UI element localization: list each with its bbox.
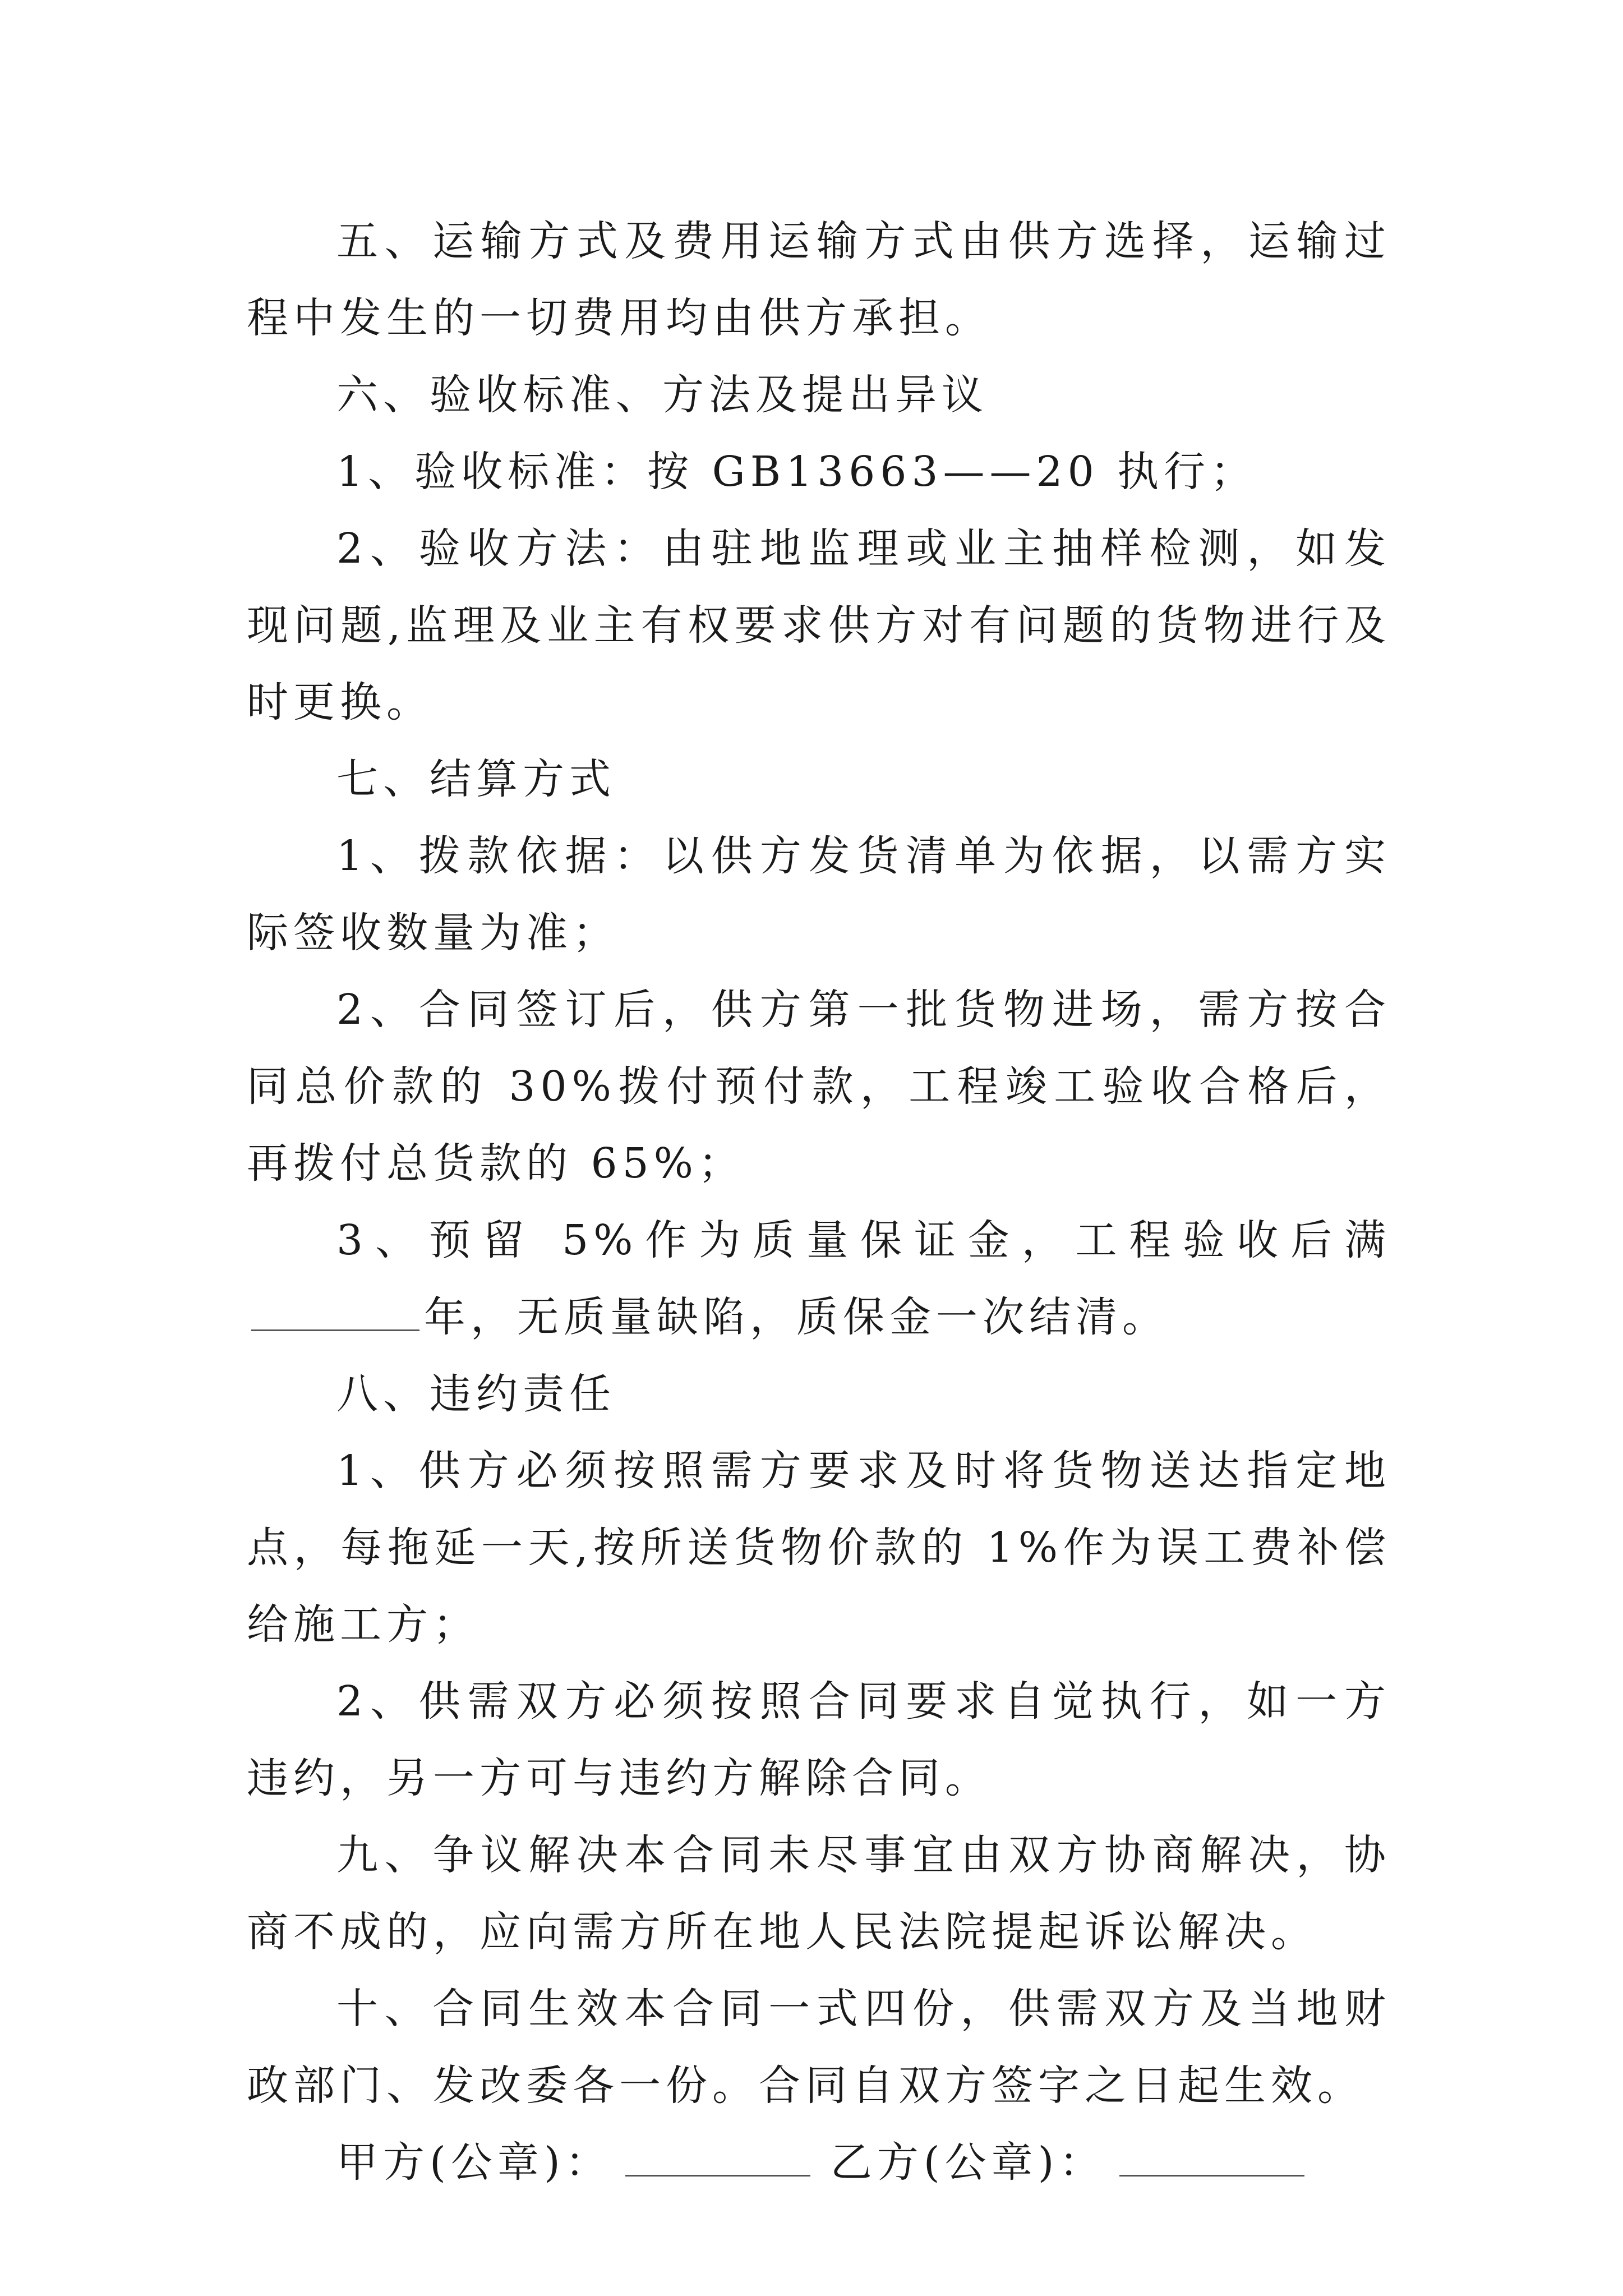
years-blank-field[interactable]	[251, 1296, 419, 1331]
retention-text-before: 3、预留 5%作为质量保证金，工程验收后满	[336, 1216, 1391, 1264]
clause-breach-heading: 八、违约责任	[336, 1370, 616, 1418]
clause-settlement-retention	[247, 1202, 1391, 1356]
clause-breach-termination: 2、供需双方必须按照合同要求自觉执行，如一方违约，另一方可与违约方解除合同。	[247, 1677, 1391, 1802]
party-b-signature-field[interactable]	[1119, 2141, 1304, 2177]
contract-body	[247, 203, 1391, 2201]
signature-line	[247, 2124, 1391, 2201]
clause-settlement-payment: 2、合同签订后，供方第一批货物进场，需方按合同总价款的 30%拨付预付款，工程竣工验收合格后，再拨付总货款的 65%；	[247, 986, 1391, 1188]
party-a-label: 甲方(公章)：	[336, 2138, 612, 2187]
party-a-signature-field[interactable]	[625, 2141, 810, 2177]
clause-dispute: 九、争议解决本合同未尽事宜由双方协商解决，协商不成的，应向需方所在地人民法院提起诉讼解决。	[247, 1831, 1391, 1956]
party-b-label: 乙方(公章)：	[830, 2138, 1106, 2187]
clause-breach-delivery: 1、供方必须按照需方要求及时将货物送达指定地点，每拖延一天,按所送货物价款的 1%作为误工费补偿给施工方；	[247, 1447, 1391, 1649]
clause-transport: 五、运输方式及费用运输方式由供方选择，运输过程中发生的一切费用均由供方承担。	[247, 217, 1391, 342]
clause-effectiveness: 十、合同生效本合同一式四份，供需双方及当地财政部门、发改委各一份。合同自双方签字之日起生效。	[247, 1985, 1391, 2110]
clause-settlement-heading: 七、结算方式	[336, 755, 616, 803]
clause-acceptance-method: 2、验收方法：由驻地监理或业主抽样检测，如发现问题,监理及业主有权要求供方对有问题的货物进行及时更换。	[247, 524, 1391, 726]
clause-acceptance-standard: 1、验收标准：按 GB13663——20 执行；	[336, 448, 1257, 496]
clause-settlement-basis: 1、拨款依据：以供方发货清单为依据，以需方实际签收数量为准；	[247, 832, 1391, 957]
retention-text-after: 年，无质量缺陷，质保金一次结清。	[424, 1293, 1169, 1341]
clause-acceptance-heading: 六、验收标准、方法及提出异议	[336, 371, 988, 419]
